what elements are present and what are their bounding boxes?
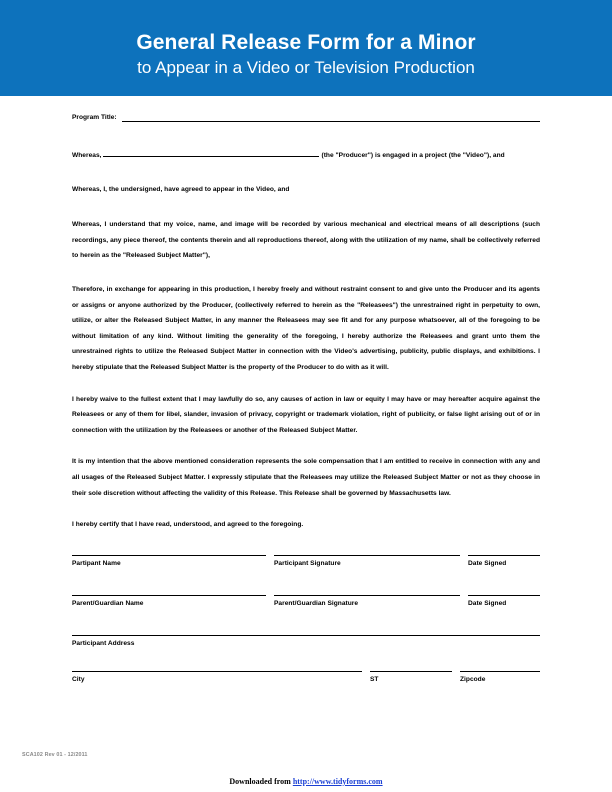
column-gap (362, 671, 370, 683)
participant-date-label: Date Signed (468, 559, 507, 567)
download-attribution (0, 777, 612, 786)
whereas-recording-paragraph: Whereas, I understand that my voice, name, and image will be recorded by various mechanical and electrical means of all descriptions (such recordings, any piece thereof, the contents therein and all reproductions thereof, along with the utilization of my name, shall be collectively referred to herein as the "Released Subject Matter"), (72, 221, 540, 260)
document-header-band (0, 0, 612, 96)
zipcode-field[interactable] (460, 671, 540, 683)
state-field[interactable] (370, 671, 452, 683)
certification-paragraph: I hereby certify that I have read, understood, and agreed to the foregoing. (72, 521, 304, 529)
intention-paragraph: It is my intention that the above mentioned consideration represents the sole compensation that I am entitled to receive in connection with any and all usages of the Released Subject Matter. I expressly stipulate that the Releasees may utilize the Released Subject Matter or not as they choose in their sole discretion without affecting the validity of this Release. This Release shall be governed by Massachusetts law. (72, 458, 540, 497)
spacer (72, 438, 540, 454)
program-title-label: Program Title: (72, 114, 117, 121)
participant-address-field[interactable] (72, 635, 540, 647)
therefore-paragraph: Therefore, in exchange for appearing in this production, I hereby freely and without restraint consent to and give unto the Producer and its agents or assigns or anyone authorized by the Producer, (collectively referred to herein as the "Releasees") the unrestrained right in perpetuity to own, utilize, or alter the Released Subject Matter, in any manner the Releasees may see fit and for any purpose whatsoever, all of the foregoing to be without limitation of any kind. Without limiting the generality of the foregoing, I hereby authorize the Releasees and grant unto them the unrestrained rights to utilize the Released Subject Matter in connection with the Video's advertising, publicity, public displays, and exhibitions. I hereby stipulate that the Released Subject Matter is the property of the Producer to do with as it will. (72, 285, 540, 371)
guardian-date-label: Date Signed (468, 599, 507, 607)
spacer (72, 376, 540, 392)
participant-date-field[interactable] (468, 555, 540, 567)
whereas-undersigned-paragraph: Whereas, I, the undersigned, have agreed to appear in the Video, and (72, 185, 290, 193)
column-gap (266, 595, 274, 607)
column-gap (460, 595, 468, 607)
participant-name-label: Partipant Name (72, 559, 121, 567)
program-title-field[interactable] (72, 112, 540, 122)
guardian-name-field[interactable] (72, 595, 266, 607)
spacer (72, 647, 540, 671)
participant-address-row (72, 635, 540, 647)
spacer (72, 533, 540, 555)
signature-block (72, 555, 540, 683)
guardian-date-field[interactable] (468, 595, 540, 607)
waiver-paragraph: I hereby waive to the fullest extent that I may lawfully do so, any causes of action in law or equity I may have or may hereafter acquire against the Releasees or any of them for libel, slander, invasion of privacy, copyright or trademark violation, right of publicity, or false light arising out of or in connection with the utilization by the Releasees or another of the Released Subject Matter. (72, 395, 540, 434)
guardian-signature-label: Parent/Guardian Signature (274, 599, 359, 607)
participant-signature-row (72, 555, 540, 567)
program-title-input-rule[interactable] (122, 112, 540, 122)
spacer (72, 197, 540, 217)
zipcode-label: Zipcode (460, 675, 486, 683)
form-revision-code: SCA102 Rev 01 - 12/2011 (22, 752, 88, 758)
download-source-link[interactable]: http://www.tidyforms.com (292, 777, 383, 786)
state-label: ST (370, 675, 379, 683)
whereas-producer-prefix: Whereas, (72, 152, 102, 159)
whereas-producer-paragraph (72, 148, 540, 164)
spacer (72, 501, 540, 517)
column-gap (452, 671, 460, 683)
city-field[interactable] (72, 671, 362, 683)
participant-signature-label: Participant Signature (274, 559, 341, 567)
spacer (72, 567, 540, 595)
guardian-signature-field[interactable] (274, 595, 460, 607)
whereas-producer-suffix: (the "Producer") is engaged in a project (the "Video"), and (321, 152, 505, 159)
participant-name-field[interactable] (72, 555, 266, 567)
city-label: City (72, 675, 85, 683)
producer-name-blank[interactable] (103, 149, 319, 157)
spacer (72, 122, 540, 148)
spacer (72, 164, 540, 182)
page-subtitle: to Appear in a Video or Television Production (137, 58, 475, 78)
guardian-name-label: Parent/Guardian Name (72, 599, 144, 607)
guardian-signature-row (72, 595, 540, 607)
spacer (72, 264, 540, 282)
column-gap (266, 555, 274, 567)
page-title: General Release Form for a Minor (136, 31, 476, 55)
city-state-zip-row (72, 671, 540, 683)
download-prefix-text: Downloaded from (229, 777, 293, 786)
participant-signature-field[interactable] (274, 555, 460, 567)
document-body (72, 112, 540, 683)
participant-address-label: Participant Address (72, 639, 135, 647)
column-gap (460, 555, 468, 567)
spacer (72, 607, 540, 635)
